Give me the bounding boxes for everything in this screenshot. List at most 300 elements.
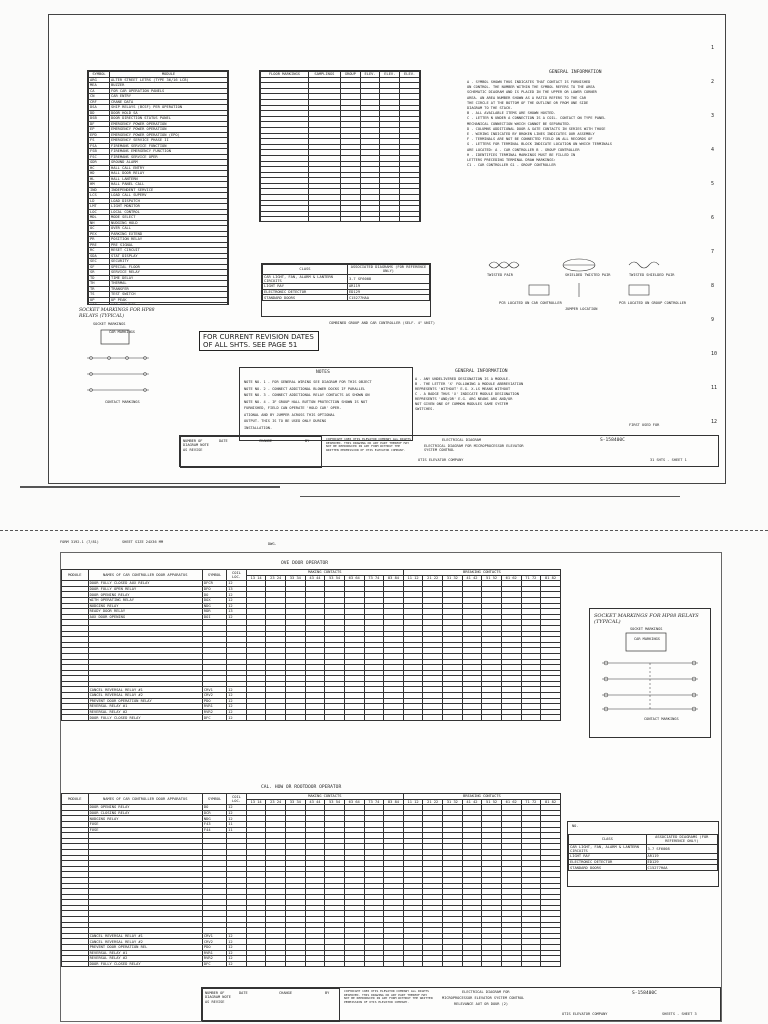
company-name-2: OTIS ELEVATOR COMPANY — [562, 1012, 608, 1016]
module-symbol: FSC — [89, 154, 110, 160]
apparatus-name: CANCEL REVERSAL RELAY #1 — [88, 933, 202, 939]
contact-num: 53 54 — [325, 575, 345, 581]
apparatus-name: REVERSAL RELAY #1 — [88, 950, 202, 956]
module-desc: SPECIAL FLOOR — [110, 264, 228, 270]
legend-label: TWISTED SHIELDED PAIR — [629, 273, 675, 277]
general-info-line: MECHANICAL CONNECTION WHICH CANNOT BE SEPARATED. — [467, 121, 571, 126]
module-symbol: DD — [89, 110, 110, 116]
module-desc: LOAD CALL SUPERV — [110, 193, 228, 199]
gen-info2-line: A - ANY UNDELIVERED DESIGNATION IS A MODULE. — [415, 377, 511, 381]
general-info-line: G - LETTERS FOR TERMINAL BLOCK INDICATE LOCATION ON WHICH TERMINALS — [467, 142, 612, 147]
margin-number: 3 — [711, 113, 715, 119]
contact-num: 73 74 — [364, 799, 384, 805]
revision-table — [180, 436, 322, 468]
margin-number: 10 — [711, 351, 718, 357]
coil-loc: 12 — [227, 810, 247, 816]
names-col: NAMES OF CAR CONTROLLER DOOR APPARATUS — [88, 794, 202, 805]
class-ref: AR119 — [646, 854, 717, 860]
class-row: STANDARD DOORS — [569, 865, 647, 871]
coil-loc: 12 — [227, 933, 247, 939]
contact-num: 31 32 — [443, 799, 463, 805]
general-info-line: C1 - CAR CONTROLLER G1 - GROUP CONTROLLER — [467, 163, 556, 168]
apparatus-symbol: RDR — [202, 609, 226, 615]
apparatus-symbol: CRV1 — [202, 933, 226, 939]
legend-label: JUMPER LOCATION — [565, 307, 598, 311]
contact-num: 11 12 — [403, 575, 423, 581]
module-col: MODULE — [62, 794, 89, 805]
coil-loc: 12 — [227, 715, 247, 721]
contact-num: 43 44 — [305, 799, 325, 805]
general-info-line: ON CONTROL. THE NUMBER WITHIN THE SYMBOL REFERS TO THE AREA — [467, 85, 595, 90]
form-label: FORM 3192-1 (7/81) — [60, 540, 99, 544]
note-line: FURNISHED, FIELD CAN OPERATE 'HOLD CAR' OPER- — [244, 406, 342, 410]
module-symbol: HM — [89, 182, 110, 188]
drawing-number: S-158400C — [600, 438, 625, 443]
breaking-header: BREAKING CONTACTS — [403, 570, 560, 576]
schematic-sheet-2 — [60, 552, 722, 1022]
general-info-line: H - IDENTIFIES TERMINAL MARKINGS MUST BE FILLED IN — [467, 152, 576, 157]
apparatus-name: CANCEL REVERSAL RELAY #2 — [88, 693, 202, 699]
apparatus-symbol: DOX — [202, 597, 226, 603]
general-info-line: A - SYMBOL SHOWN THUS INDICATES THAT CONTACT IS FURNISHED — [467, 80, 591, 84]
coil-loc: 12 — [227, 805, 247, 811]
sheet-number: 31 SHTS - SHEET 1 — [650, 458, 687, 462]
coil-loc: 12 — [227, 687, 247, 693]
coil-loc: 13 — [227, 609, 247, 615]
assoc-col: ASSOCIATED DIAGRAMS (FOR REFERENCE ONLY) — [347, 265, 429, 275]
module-desc: HALL CALL ENTRY — [110, 165, 228, 171]
module-symbol: NH — [89, 220, 110, 226]
module-desc: TIME DELAY — [110, 275, 228, 281]
contact-num: 81 82 — [541, 575, 561, 581]
contact-num: 61 62 — [501, 799, 521, 805]
module-desc: EMERGENCY POWER OPERATION — [110, 127, 228, 133]
gen-info2-line: B - THE LETTER 'X' FOLLOWING A MODULE ABBREVIATION — [415, 382, 524, 386]
general-info-line: B - ALL AVAILABLE ITEMS ARE SHOWN HOSTED. — [467, 111, 556, 116]
assoc-col: ASSOCIATED DIAGRAMS (FOR REFERENCE ONLY) — [646, 835, 717, 845]
class-ref: 3-7 SF6008 — [646, 844, 717, 854]
module-desc: EMERGENCY POWER OPERATION (EPO) — [110, 132, 228, 138]
apparatus-name: DOOR FULLY OPEN RELAY — [88, 586, 202, 592]
contact-num: 73 74 — [364, 575, 384, 581]
apparatus-symbol: DO — [202, 592, 226, 598]
notes-box — [239, 367, 413, 441]
apparatus-name: NUDGING RELAY — [88, 816, 202, 822]
apparatus-name: PREVENT DOOR OPERATION RELAY — [88, 698, 202, 704]
module-symbol: TH — [89, 281, 110, 287]
module-symbol: LOC — [89, 209, 110, 215]
first-used-label: FIRST USED FOR — [629, 423, 660, 427]
samplings-col: SAMPLINGS — [308, 72, 340, 78]
module-symbol: LMT — [89, 204, 110, 210]
general-info-line: LETTERS PRECEDING TERMINAL DRAW MARKINGS: — [467, 158, 556, 162]
class-ref: C15277HAA — [646, 865, 717, 871]
combined-controller-label: COMBINED GROUP AND CAR CONTROLLER (SELF. 4" UNIT) — [329, 321, 436, 325]
module-desc: HALL PANEL CALL — [110, 182, 228, 188]
contact-num: 43 44 — [305, 575, 325, 581]
class-row: LIGHT RAY — [263, 284, 348, 290]
apparatus-symbol: DO — [202, 805, 226, 811]
module-symbol: TD — [89, 275, 110, 281]
module-desc: CRANE DATA — [110, 99, 228, 105]
module-desc: FIREMANS SERVICE OPER — [110, 154, 228, 160]
apparatus-symbol: PDO — [202, 945, 226, 951]
coil-loc: 11 — [227, 827, 247, 833]
apparatus-symbol: CRV2 — [202, 939, 226, 945]
module-symbol: SEC — [89, 259, 110, 265]
contact-num: 61 62 — [501, 575, 521, 581]
copyright-text-2: COPYRIGHT 1985 OTIS ELEVATOR COMPANY ALL RIGHTS RESERVED. THIS DRAWING OR ANY PART THEREOF MAY NOT BE REPRODUCED IN ANY FORM WITHOUT THE WRITTEN PERMISSION OF OTIS ELEVATOR COMPANY. — [344, 989, 433, 1004]
contact-num: 13 14 — [246, 575, 266, 581]
module-desc — [110, 303, 228, 305]
symbol-legend — [469, 255, 689, 325]
table-row — [62, 715, 561, 721]
module-desc: SECURITY — [110, 259, 228, 265]
twisted-pair-symbol — [469, 255, 689, 315]
general-info-line: DIAGRAM TO THE STACK. — [467, 106, 513, 110]
general-info-line: C - LETTER N UNDER A CONNECTION IS A COIL. CONTACT ON TYPE PANEL — [467, 116, 606, 121]
module-symbol: FSA — [89, 143, 110, 149]
coil-loc: 12 — [227, 704, 247, 710]
apparatus-name: WITH OPERATING RELAY — [88, 597, 202, 603]
module-desc: RESET CIRCUIT — [110, 248, 228, 254]
coil-loc: 12 — [227, 961, 247, 967]
apparatus-name: FUSE — [88, 827, 202, 833]
contact-num: 41 42 — [462, 799, 482, 805]
module-row — [89, 303, 228, 305]
apparatus-symbol: DFC — [202, 961, 226, 967]
apparatus-symbol: DFC — [202, 715, 226, 721]
revision-table-2 — [202, 988, 340, 1022]
breaking-header: BREAKING CONTACTS — [403, 794, 560, 800]
apparatus-symbol: RVR1 — [202, 950, 226, 956]
gen-info2-line: SWITCHES. — [415, 407, 435, 411]
note-line: ATIONAL AND BY JUMPER ACROSS THIS OPTIONAL — [244, 412, 335, 417]
margin-number: 8 — [711, 283, 715, 289]
legend-label: TWISTED PAIR — [487, 273, 513, 277]
legend-label: PCB LOCATED ON GROUP CONTROLLER — [619, 301, 687, 305]
module-desc: DOOR DIRECTION STATUS PANEL — [110, 116, 228, 122]
module-desc: TEST SWITCH — [110, 292, 228, 298]
module-desc: EMERGENCY POWER OPERATION — [110, 121, 228, 127]
coil-loc: 12 — [227, 956, 247, 962]
scan-artifact — [300, 496, 680, 497]
scan-artifact — [20, 486, 280, 488]
margin-number: 6 — [711, 215, 715, 221]
revision-label-2: NUMBER OF DIAGRAM NOTE AS REVISE — [205, 991, 231, 1004]
apparatus-symbol: RVR2 — [202, 956, 226, 962]
module-desc: PRE SIGNAL — [110, 242, 228, 248]
apparatus-symbol: DFO — [202, 586, 226, 592]
gen-info2-line: NOT GIVEN ONE OF COMMON MODULES SAME SYSTEM — [415, 402, 509, 406]
legend-label: PCB LOCATED ON CAR CONTROLLER — [499, 301, 562, 305]
module-symbol: HC — [89, 165, 110, 171]
contact-num: 41 42 — [462, 575, 482, 581]
module-desc: UP PEAK — [110, 297, 228, 303]
general-info-line: F - TERMINALS ARE NOT BE CONNECTED FIELD ON ALL RECORDS OF — [467, 137, 593, 142]
contact-num: 81 82 — [541, 799, 561, 805]
margin-number: 1 — [711, 45, 715, 51]
coil-loc: 12 — [227, 597, 247, 603]
module-symbol: EPD — [89, 132, 110, 138]
contact-num: 23 24 — [266, 575, 286, 581]
apparatus-name: READY DOOR RELAY — [88, 609, 202, 615]
class-ref: 3-7 SF6008 — [347, 274, 429, 284]
notes-title: NOTES — [316, 370, 330, 375]
note-line: NOTE NO. 1 - FOR GENERAL WIRING SEE DIAGRAM FOR THIS OBJECT — [244, 380, 372, 384]
coil-loc: 12 — [227, 698, 247, 704]
coil-loc: 12 — [227, 592, 247, 598]
apparatus-symbol: F44 — [202, 827, 226, 833]
module-symbol: SF — [89, 264, 110, 270]
doc-title-2: MICROPROCESSOR ELEVATOR SYSTEM CONTROL — [442, 996, 525, 1000]
module-symbol: CRF — [89, 99, 110, 105]
coil-loc: 12 — [227, 816, 247, 822]
module-desc: FIREMANS EMERGENCY FUNCTION — [110, 149, 228, 155]
module-symbol: DF — [89, 121, 110, 127]
class-ref: AR119 — [347, 284, 429, 290]
margin-number: 5 — [711, 181, 715, 187]
elev-col-3: ELEV. — [400, 72, 420, 78]
apparatus-symbol: CRV2 — [202, 693, 226, 699]
class-row: CAR LIGHT, FAN, ALARM & LANTERN CIRCUITS — [263, 274, 348, 284]
module-symbol — [89, 303, 110, 305]
contact-num: 21 22 — [423, 799, 443, 805]
general-info-line: SCHEMATIC DIAGRAM AND IS PLACED IN THE UPPER OR LOWER CORNER — [467, 90, 597, 95]
socket-markings-label-2: SOCKET MARKINGS — [630, 627, 663, 631]
module-col: MODULE — [110, 72, 228, 78]
module-symbol: UP — [89, 297, 110, 303]
date-header: DATE — [219, 439, 228, 443]
schematic-sheet-1 — [48, 14, 726, 484]
module-symbol: RC — [89, 248, 110, 254]
apparatus-symbol: CRV1 — [202, 687, 226, 693]
module-symbol: EP — [89, 127, 110, 133]
class-table-2 — [567, 821, 719, 887]
module-desc: SERVICE RELAY — [110, 270, 228, 276]
module-symbol: CA — [89, 88, 110, 94]
class-table-1 — [261, 263, 431, 317]
coil-loc: 13 — [227, 586, 247, 592]
making-header: MAKING CONTACTS — [246, 570, 403, 576]
module-desc: POSITION RELAY — [110, 237, 228, 243]
module-desc: STAT DISPLAY — [110, 253, 228, 259]
module-desc: MODE SELECT — [110, 215, 228, 221]
module-symbol: FSB — [89, 149, 110, 155]
contact-markings-label-2: CONTACT MARKINGS — [644, 717, 679, 721]
note-line: NOTE NO. 4 - IF GROUP HALL BUTTON PROTECTION SHOWN IS NOT — [244, 399, 368, 404]
module-symbol: HD — [89, 171, 110, 177]
gen-info2-title: GENERAL INFORMATION — [455, 369, 508, 374]
coil-col: COIL LOC. — [227, 794, 247, 805]
contact-num: 71 72 — [521, 799, 541, 805]
class-row: LIGHT RAY — [569, 854, 647, 860]
module-desc: LOCAL CONTROL — [110, 209, 228, 215]
class-ref: C15277HAA — [347, 295, 429, 301]
module-symbol: LD — [89, 198, 110, 204]
contact-num: 31 32 — [443, 575, 463, 581]
coil-loc: 12 — [227, 693, 247, 699]
module-desc: GROUND ALARM — [110, 160, 228, 166]
general-info-line: E - WIRING INDICATED BY BROKEN LINES INDICATES OUR ASSEMBLY — [467, 132, 595, 136]
contact-num: 13 14 — [246, 799, 266, 805]
contact-num: 83 84 — [384, 799, 404, 805]
coil-loc: 12 — [227, 581, 247, 587]
apparatus-name: DOOR CLOSING RELAY — [88, 810, 202, 816]
coil-loc: 12 — [227, 950, 247, 956]
module-desc: SHIP RELAYS (BCSF) PER OPERATION — [110, 105, 228, 111]
apparatus-symbol: NDG — [202, 603, 226, 609]
change-header-2: CHANGE — [279, 991, 292, 995]
floor-markings-table — [259, 70, 421, 222]
contact-num: 83 84 — [384, 575, 404, 581]
doc-subtitle-2: RELEVANCE AUT OR DOUR (2) — [454, 1002, 509, 1006]
doc-type: ELECTRICAL DIAGRAM — [442, 438, 481, 442]
note-line: NOTE NO. 3 - CONNECT ADDITIONAL RELAY CONTACTS AS SHOWN ON — [244, 393, 370, 397]
apparatus-symbol: DCR — [202, 810, 226, 816]
class-row: ELECTRONIC DETECTOR — [263, 289, 348, 295]
apparatus-symbol: DOI — [202, 614, 226, 620]
module-desc: PARKING EXTEND — [110, 231, 228, 237]
gen-info2-line: REPRESENTS 'WITHOUT' E.G. X-LS MEANS WITHOUT — [415, 387, 511, 391]
margin-number: 12 — [711, 419, 718, 425]
title-block-2 — [201, 987, 721, 1021]
module-desc: TRANSFER — [110, 286, 228, 292]
apparatus-name: DOOR OPENING RELAY — [88, 592, 202, 598]
gen-info2-line: C - A BADGE THUS 'X' INDICATE MODULE DESIGNATION — [415, 392, 519, 396]
gen-info2-line: REPRESENTS 'AND/OR' E.G. ARG NEANS ARG AND/OR — [415, 397, 513, 401]
class-row: ELECTRONIC DETECTOR — [569, 859, 647, 865]
module-symbol: PR — [89, 237, 110, 243]
legend-label: SHIELDED TWISTED PAIR — [565, 273, 611, 277]
contact-num: 63 64 — [344, 575, 364, 581]
apparatus-symbol: NDG — [202, 816, 226, 822]
coil-loc: 12 — [227, 939, 247, 945]
apparatus-name: DOOR OPENING RELAY — [88, 805, 202, 811]
by-header-2: BY — [325, 991, 330, 995]
apparatus-name: CANCEL REVERSAL RELAY #2 — [88, 939, 202, 945]
apparatus-name: AUX DOOR OPENING — [88, 614, 202, 620]
module-desc: DOOR HOLD SA — [110, 110, 228, 116]
module-symbol: TR — [89, 286, 110, 292]
apparatus-name: FUSE — [88, 821, 202, 827]
copyright-text: COPYRIGHT 1985 OTIS ELEVATOR COMPANY ALL RIGHTS RESERVED. THIS DRAWING OR ANY PART THEREOF MAY NOT BE REPRODUCED IN ANY FORM WITHOUT THE WRITTEN PERMISSION OF OTIS ELEVATOR COMPANY. — [326, 437, 411, 452]
module-symbol: IND — [89, 187, 110, 193]
module-desc: LOAD DISPATCH — [110, 198, 228, 204]
table1-title: OVE DOOR OPERATOR — [281, 561, 329, 566]
making-header: MAKING CONTACTS — [246, 794, 403, 800]
module-desc: BUZZER — [110, 83, 228, 89]
car-markings-label-2: CAR MARKINGS — [634, 637, 660, 641]
floor-col: FLOOR MARKINGS — [261, 72, 309, 78]
apparatus-name: REVERSAL RELAY #2 — [88, 956, 202, 962]
module-desc: FIREMANS SERVICE FUNCTION — [110, 143, 228, 149]
contact-num: 53 54 — [325, 799, 345, 805]
module-symbol: FS — [89, 138, 110, 144]
coil-loc: 12 — [227, 709, 247, 715]
note-line: INSTALLATION. — [244, 425, 273, 430]
module-symbol: PRE — [89, 242, 110, 248]
names-col: NAMES OF CAR CONTROLLER DOOR APPARATUS — [88, 570, 202, 581]
doc-title: ELECTRICAL DIAGRAM FOR MICROPROCESSOR ELEVATOR SYSTEM CONTROL — [424, 444, 524, 453]
apparatus-symbol: RVR1 — [202, 704, 226, 710]
contact-num: 51 52 — [482, 575, 502, 581]
relay-caption-2: SOCKET MARKINGS FOR HP88 RELAYS (TYPICAL) — [594, 613, 699, 625]
apparatus-name: REVERSAL RELAY #2 — [88, 709, 202, 715]
title-block-1 — [179, 435, 719, 467]
apparatus-name: CANCEL REVERSAL RELAY #1 — [88, 687, 202, 693]
elev-col-2: ELEV. — [380, 72, 400, 78]
sheet-size-label: SHEET SIZE 24X36 MM — [122, 540, 164, 544]
apparatus-name: DOOR FULLY CLOSED AUX RELAY — [88, 581, 202, 587]
coil-loc: 12 — [227, 945, 247, 951]
apparatus-symbol: F43 — [202, 821, 226, 827]
class-row: CAR LIGHT, FAN, ALARM & LANTERN CIRCUITS — [569, 844, 647, 854]
revision-label: NUMBER OF DIAGRAM NOTE AS REVISE — [183, 439, 209, 452]
general-info-line: AREA. AN AREA NUMBER SHOWN AS A RATIO REFERS TO THE CAR — [467, 95, 586, 100]
module-col: MODULE — [62, 570, 89, 581]
date-header-2: DATE — [239, 991, 248, 995]
car-markings-label: CAR MARKINGS — [109, 330, 135, 334]
doc-type-2: ELECTRICAL DIAGRAM FOR — [462, 990, 510, 994]
module-desc: EMERGENCY SERVICE PHASE II — [110, 138, 228, 144]
module-symbol: MDL — [89, 215, 110, 221]
apparatus-symbol: PDO — [202, 698, 226, 704]
margin-number: 2 — [711, 79, 715, 85]
general-info-line: THE CIRCLE AT THE BOTTOM OF THE OUTLINE OR FROM ONE SIDE — [467, 100, 589, 105]
module-desc: HALL DOOR RELAY — [110, 171, 228, 177]
apparatus-name: NUDGING RELAY — [88, 603, 202, 609]
module-desc: OVER CALL — [110, 226, 228, 232]
coil-loc: 11 — [227, 821, 247, 827]
group-col: GROUP — [340, 72, 360, 78]
apparatus-symbol: RVR2 — [202, 709, 226, 715]
by-header: BY — [305, 439, 310, 443]
socket-caption: SOCKET MARKINGS FOR HP88 RELAYS (TYPICAL) — [79, 308, 155, 319]
contact-num: 71 72 — [521, 575, 541, 581]
module-desc: LIGHT MONITOR — [110, 204, 228, 210]
note-line: NOTE NO. 2 - CONNECT ADDITIONAL BLOWER DOCKS IF PARALLEL — [244, 386, 366, 391]
symbol-col: SYMBOL — [202, 570, 226, 581]
apparatus-symbol: DFCR — [202, 581, 226, 587]
margin-number: 11 — [711, 385, 718, 391]
module-symbol: CN — [89, 94, 110, 100]
relay-socket-diagram-2 — [589, 608, 711, 738]
coil-loc: 12 — [227, 614, 247, 620]
margin-number: 9 — [711, 317, 715, 323]
socket-markings-label: SOCKET MARKINGS — [93, 322, 126, 326]
company-name: OTIS ELEVATOR COMPANY — [418, 458, 464, 462]
class-no-label: NO. — [572, 824, 579, 828]
module-symbol: SDA — [89, 253, 110, 259]
module-symbol: MEA — [89, 83, 110, 89]
general-info-line: ARE LOCATED: A - CAR CONTROLLER B - GROUP CONTROLLER — [467, 147, 580, 152]
module-desc: INDEPENDENT SERVICE — [110, 187, 228, 193]
class-row: STANDARD DOORS — [263, 295, 348, 301]
table2-title: CAL. HOW OR ROOTDOOR OPERATOR — [261, 785, 342, 790]
module-desc: HALL LANTERN — [110, 176, 228, 182]
contact-num: 23 24 — [266, 799, 286, 805]
module-symbol: LCS — [89, 193, 110, 199]
general-info-title: GENERAL INFORMATION — [549, 70, 602, 75]
elev-col-1: ELEV. — [360, 72, 380, 78]
socket-diagram-1 — [79, 308, 159, 418]
apparatus-name: DOOR FULLY CLOSED RELAY — [88, 961, 202, 967]
module-symbol: DSB — [89, 116, 110, 122]
dwg-label-top: DWG. — [268, 542, 277, 546]
contact-num: 11 12 — [403, 799, 423, 805]
module-desc: FOR CAR OPERATION PANELS — [110, 88, 228, 94]
